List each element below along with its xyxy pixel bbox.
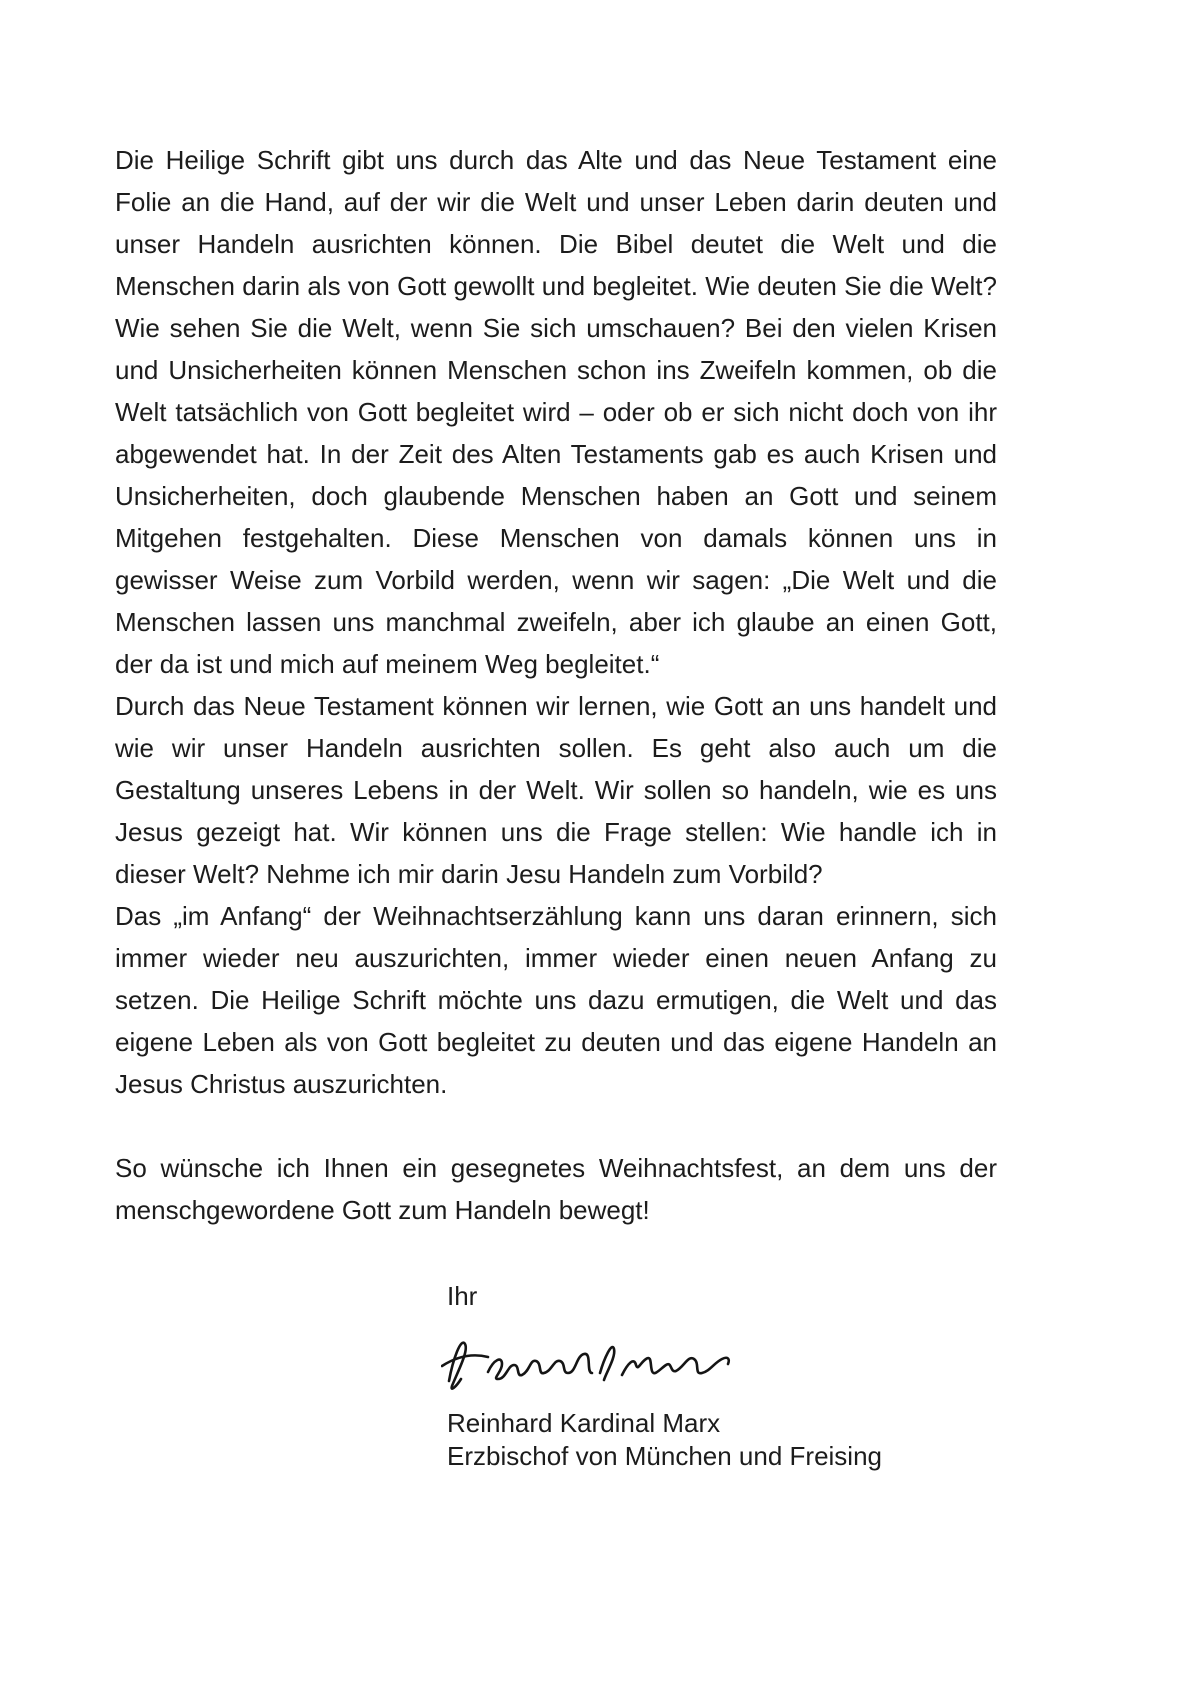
closing-salutation: Ihr <box>447 1281 478 1311</box>
signature-image <box>441 1329 731 1401</box>
paragraph-4: So wünsche ich Ihnen ein gesegnetes Weihnachtsfest, an dem uns der menschgewordene Gott zum Handeln bewegt! <box>115 1153 997 1225</box>
sender-name: Reinhard Kardinal Marx <box>447 1408 721 1438</box>
letter-body <box>115 139 997 1473</box>
paragraph-1: Die Heilige Schrift gibt uns durch das Alte und das Neue Testament eine Folie an die Hand, auf der wir die Welt und unser Leben darin deuten und unser Handeln ausrichten können. Die Bibel deutet die Welt und die Menschen darin als von Gott gewollt und begleitet. Wie deuten Sie die Welt? Wie sehen Sie die Welt, wenn Sie sich umschauen? Bei den vielen Krisen und Unsicherheiten können Menschen schon ins Zweifeln kommen, ob die Welt tatsächlich von Gott begleitet wird – oder ob er sich nicht doch von ihr abgewendet hat. In der Zeit des Alten Testaments gab es auch Krisen und Unsicherheiten, doch glaubende Menschen haben an Gott und seinem Mitgehen festgehalten. Diese Menschen von damals können uns in gewisser Weise zum Vorbild werden, wenn wir sagen: „Die Welt und die Menschen lassen uns manchmal zweifeln, aber ich glaube an einen Gott, der da ist und mich auf meinem Weg begleitet.“ <box>115 145 997 679</box>
closing-block <box>447 1275 997 1473</box>
sender-title: Erzbischof von München und Freising <box>447 1441 883 1471</box>
paragraph-2: Durch das Neue Testament können wir lernen, wie Gott an uns handelt und wie wir unser Handeln ausrichten sollen. Es geht also auch um die Gestaltung unseres Lebens in der Welt. Wir sollen so handeln, wie es uns Jesus gezeigt hat. Wir können uns die Frage stellen: Wie handle ich in dieser Welt? Nehme ich mir darin Jesu Handeln zum Vorbild? <box>115 691 997 889</box>
paragraph-3: Das „im Anfang“ der Weihnachtserzählung kann uns daran erinnern, sich immer wieder neu auszurichten, immer wieder einen neuen Anfang zu setzen. Die Heilige Schrift möchte uns dazu ermutigen, die Welt und das eigene Leben als von Gott begleitet zu deuten und das eigene Handeln an Jesus Christus auszurichten. <box>115 901 997 1099</box>
